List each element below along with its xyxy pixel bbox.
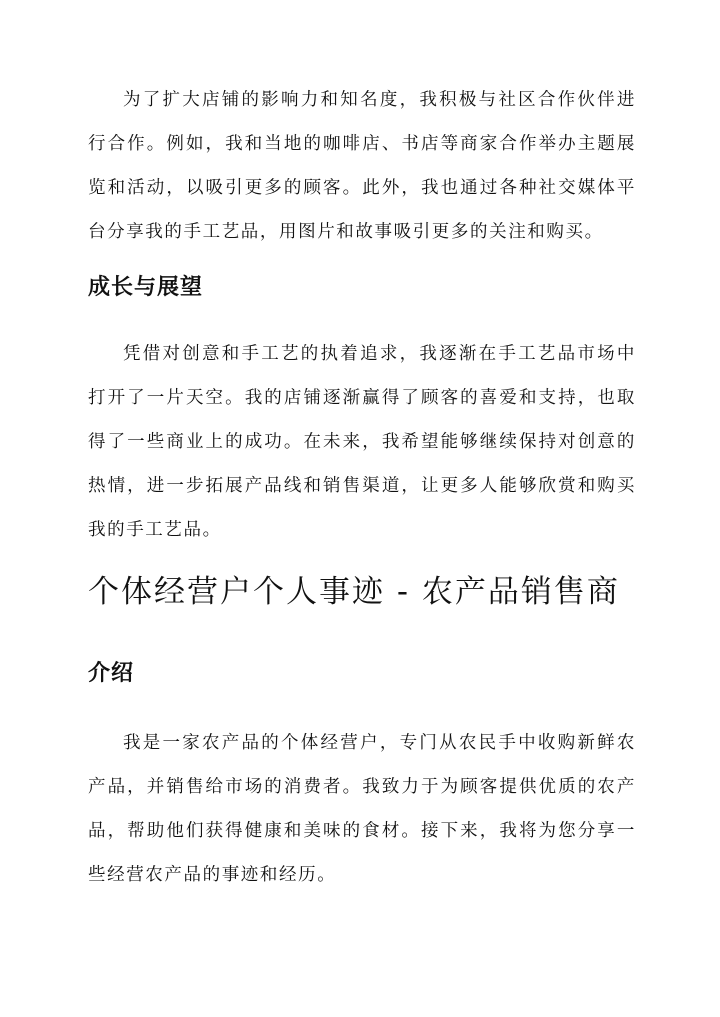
intro-paragraph: 我是一家农产品的个体经营户，专门从农民手中收购新鲜农产品，并销售给市场的消费者。我致力于为顾客提供优质的农产品，帮助他们获得健康和美味的食材。接下来，我将为您分享一些经营农产品的事迹和经历。 [88, 733, 636, 885]
growth-outlook-heading: 成长与展望 [88, 275, 204, 300]
intro-heading: 介绍 [88, 661, 135, 686]
community-partnership-paragraph: 为了扩大店铺的影响力和知名度，我积极与社区合作伙伴进行合作。例如，我和当地的咖啡店、书店等商家合作举办主题展览和活动，以吸引更多的顾客。此外，我也通过各种社交媒体平台分享我的手工艺品，用图片和故事吸引更多的关注和购买。 [88, 90, 636, 242]
growth-outlook-paragraph: 凭借对创意和手工艺的执着追求，我逐渐在手工艺品市场中打开了一片天空。我的店铺逐渐赢得了顾客的喜爱和支持，也取得了一些商业上的成功。在未来，我希望能够继续保持对创意的热情，进一步拓展产品线和销售渠道，让更多人能够欣赏和购买我的手工艺品。 [88, 344, 636, 540]
article-title: 个体经营户个人事迹 - 农产品销售商 [88, 574, 620, 610]
